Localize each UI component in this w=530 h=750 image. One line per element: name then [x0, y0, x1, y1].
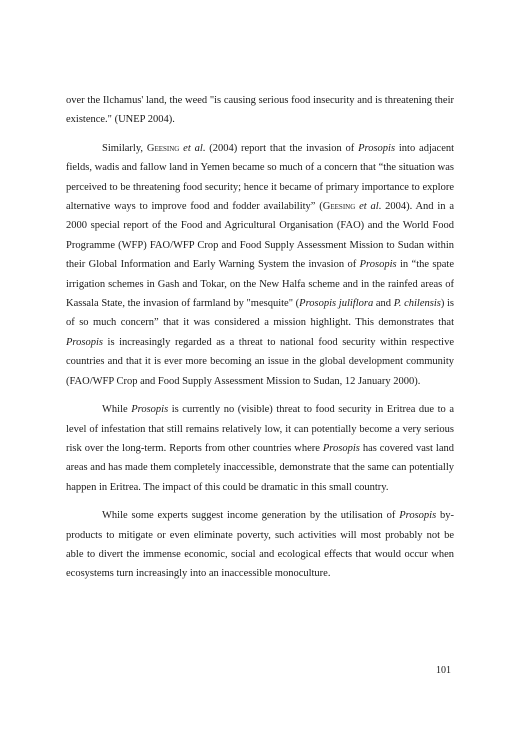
text-run: in “the spate irrigation schemes in Gash and Tokar, on the New Halfa scheme and in the rainfed areas of Kassala State, the invasion of farmland by "mesquite" ( — [66, 259, 454, 310]
text-run: is increasingly regarded as a threat to national food security within respective countries and that it is ever more becoming an issue in the global development community (FAO/WFP Crop and Food Supply Assessment Mission to Sudan, 12 January 2000). — [66, 336, 454, 387]
text-run: . (2004) report that the invasion of — [202, 142, 359, 154]
document-body — [66, 91, 454, 584]
italic-term: Prosopis — [358, 142, 396, 154]
text-run: by-products to mitigate or even eliminate poverty, such activities will most probably not be able to divert the immense economic, social and ecological effects that would occur when ecosystems turn increasingly into an inaccessible monoculture. — [66, 510, 454, 580]
italic-term: Prosopis juliflora — [299, 298, 374, 310]
text-run: is currently no (visible) threat to food security in Eritrea due to a level of infestation that still remains relatively low, it can potentially become a very serious risk over the long-term. Reports from other countries where — [66, 404, 455, 454]
paragraph — [66, 400, 454, 497]
text-run: . 2004). And in a 2000 special report of the Food and Agricultural Organisation (FAO) and the World Food Programme (WFP) FAO/WFP Crop and Food Supply Assessment Mission to Sudan within their Global Information and Early Warning System the invasion of — [66, 201, 455, 271]
paragraph — [66, 506, 454, 584]
italic-term: Prosopis — [131, 404, 169, 416]
italic-term: P. chilensis — [393, 298, 441, 310]
paragraph — [66, 139, 454, 391]
italic-term: Prosopis — [399, 510, 437, 522]
text-run: over the Ilchamus' land, the weed "is causing serious food insecurity and is threatening their existence." (UNEP 2004). — [66, 95, 454, 126]
text-run: ) is of so much concern” that it was considered a mission highlight. This demonstrates that — [66, 298, 454, 329]
italic-term: et al — [359, 201, 379, 213]
italic-term: et al — [183, 142, 203, 154]
text-run: Similarly, — [102, 142, 147, 154]
italic-term: Prosopis — [322, 442, 360, 454]
paragraph — [66, 91, 454, 130]
author-name: Geesing — [322, 201, 356, 213]
text-run: While — [102, 404, 132, 416]
text-run: and — [373, 298, 394, 310]
italic-term: Prosopis — [359, 259, 397, 271]
text-run: has covered vast land areas and has made them completely inaccessible, demonstrate that the same can potentially happen in Eritrea. The impact of this could be dramatic in this small country. — [66, 442, 454, 493]
text-run: While some experts suggest income generation by the utilisation of — [102, 510, 400, 522]
text-run: into adjacent fields, wadis and fallow land in Yemen became so much of a concern that “the situation was perceived to be threatening food security; hence it became of primary importance to explore alternative ways to improve food and fodder availability” ( — [66, 142, 455, 213]
italic-term: Prosopis — [66, 336, 103, 348]
author-name: Geesing — [146, 142, 180, 154]
page-number: 101 — [436, 665, 451, 676]
